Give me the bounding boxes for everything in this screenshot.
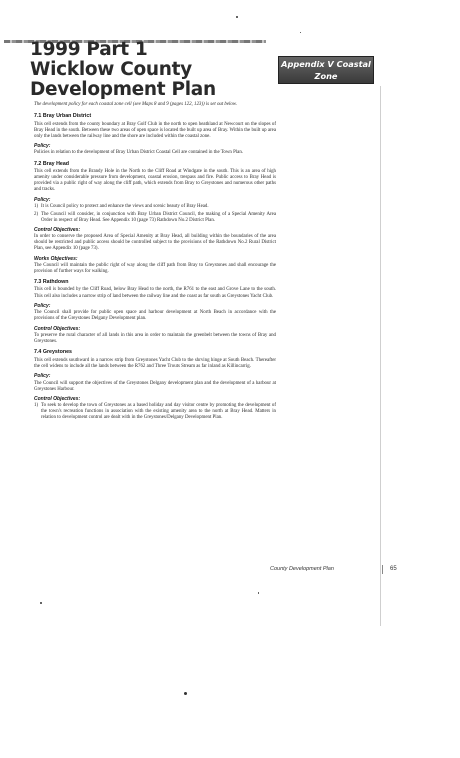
- section-paragraph: This cell extends southward in a narrow strip from Greystones Yacht Club to the shrving hinge at South Beach. Thereafter the cell widens to include all the lands between the R762 and Three Trouts Stream as far inland as Killincarrig.: [34, 357, 276, 369]
- appendix-badge: [278, 56, 374, 93]
- body-text: [34, 102, 276, 425]
- page-footer: [270, 566, 410, 573]
- scan-speck: [184, 692, 187, 695]
- list-item-text: The Council will consider, in conjunction with Bray Urban District Council, the making of a Special Amenity Area Order in respect of Bray Head. See Appendix 10 (page 73) Rathdown No.2 District Plan.: [41, 211, 276, 223]
- policy-text: The Council will support the objectives of the Greystones Delgany development plan and the development of a harbour at Greystones Harbour.: [34, 380, 276, 392]
- scan-speck: [40, 602, 42, 604]
- list-item: [34, 403, 276, 421]
- section-heading-rathdown: 7.3 Rathdown: [34, 278, 69, 285]
- section-paragraph: This cell extends from the county boundary at Bray Golf Club in the north to open heathland at Newcourt on the slopes of Bray Head in the south. Between these two areas of open space is located the built up area of Bray. Within the built up area only the lands between the railway line and the shore are included within the coastal zone.: [34, 121, 276, 139]
- list-item-text: It is Council policy to protect and enhance the views and scenic beauty of Bray Head.: [41, 204, 209, 210]
- section-heading-bray-head: 7.2 Bray Head: [34, 160, 70, 167]
- works-objectives-label: Works Objectives:: [34, 255, 78, 262]
- policy-list: [34, 204, 276, 224]
- control-objectives-label: Control Objectives:: [34, 396, 81, 403]
- sidebar-divider: [380, 86, 381, 626]
- control-objectives-label: Control Objectives:: [34, 325, 81, 332]
- list-item: [34, 212, 276, 224]
- list-item-text: To seek to develop the town of Greystones as a based holiday and day visitor centre by promoting the development of the town's recreation functions in association with the existing amenity area to the north at Bray Head. Matters in relation to development control are dealt with in the Greystones/Delgany Development Plan.: [41, 403, 276, 421]
- intro-paragraph: The development policy for each coastal zone cell (see Maps 8 and 9 (pages 122, 123)) is set out below.: [34, 102, 237, 107]
- footer-label: County Development Plan: [270, 566, 334, 572]
- list-number: 2): [34, 211, 39, 217]
- list-number: 1): [34, 403, 39, 409]
- section-paragraph: This cell is bounded by the Cliff Road, below Bray Head to the north, the R761 to the east and Grove Lane to the south. This cell also includes a narrow strip of land between the railway line and the coast as far south as Greystones Yacht Club.: [34, 287, 276, 299]
- control-objectives-label: Control Objectives:: [34, 226, 81, 233]
- works-objectives-text: The Council will maintain the public right of way along the cliff path from Bray to Greystones and shall encourage the provision of further ways for walking.: [34, 262, 276, 274]
- control-objectives-text: To preserve the rural character of all lands in this area in order to maintain the greenbelt between the towns of Bray and Greystones.: [34, 333, 276, 345]
- scan-speck: [300, 32, 301, 33]
- footer-divider: [382, 565, 383, 574]
- scan-speck: [258, 592, 259, 594]
- policy-text: Policies in relation to the development of Bray Urban District Coastal Cell are contained in the Town Plan.: [34, 150, 243, 156]
- list-item: [34, 204, 276, 210]
- title-line-2: Wicklow County: [30, 59, 192, 80]
- section-paragraph: This cell extends from the Brandy Hole in the North to the Cliff Road at Windgate in the south. This is an area of high amenity under considerable pressure from development, coastal erosion, trespass and fire. Public access to Bray Head is provided via a public right of way along the cliff path, which extends from Bray to Greystones and numerous other paths and tracks.: [34, 169, 276, 193]
- title-line-1: 1999 Part 1: [30, 39, 148, 60]
- list-number: 1): [34, 204, 39, 210]
- page-number: 65: [390, 566, 397, 572]
- policy-label: Policy:: [34, 143, 51, 150]
- policy-label: Policy:: [34, 303, 51, 310]
- control-objectives-text: In order to conserve the proposed Area of Special Amenity at Bray Head, all building within the boundaries of the area should be restricted and public access should be controlled subject to the provisions of the Rathdown No.2 Rural District Plan, see Appendix 10 (page 73).: [34, 233, 276, 252]
- page-title: [30, 40, 270, 100]
- policy-text: The Council shall provide for public open space and harbour development at North Beach in accordance with the provisions of the Greystones Delgany Development plan.: [34, 310, 276, 322]
- control-objectives-list: [34, 403, 276, 421]
- section-heading-bray-urban: 7.1 Bray Urban District: [34, 113, 92, 120]
- scan-speck: [236, 16, 238, 18]
- title-line-3: Development Plan: [30, 79, 216, 100]
- appendix-line-2: Management Plan: [284, 83, 368, 93]
- section-heading-greystones: 7.4 Greystones: [34, 349, 72, 356]
- policy-label: Policy:: [34, 196, 51, 203]
- policy-label: Policy:: [34, 373, 51, 380]
- appendix-line-1: Appendix V Coastal Zone: [281, 59, 371, 81]
